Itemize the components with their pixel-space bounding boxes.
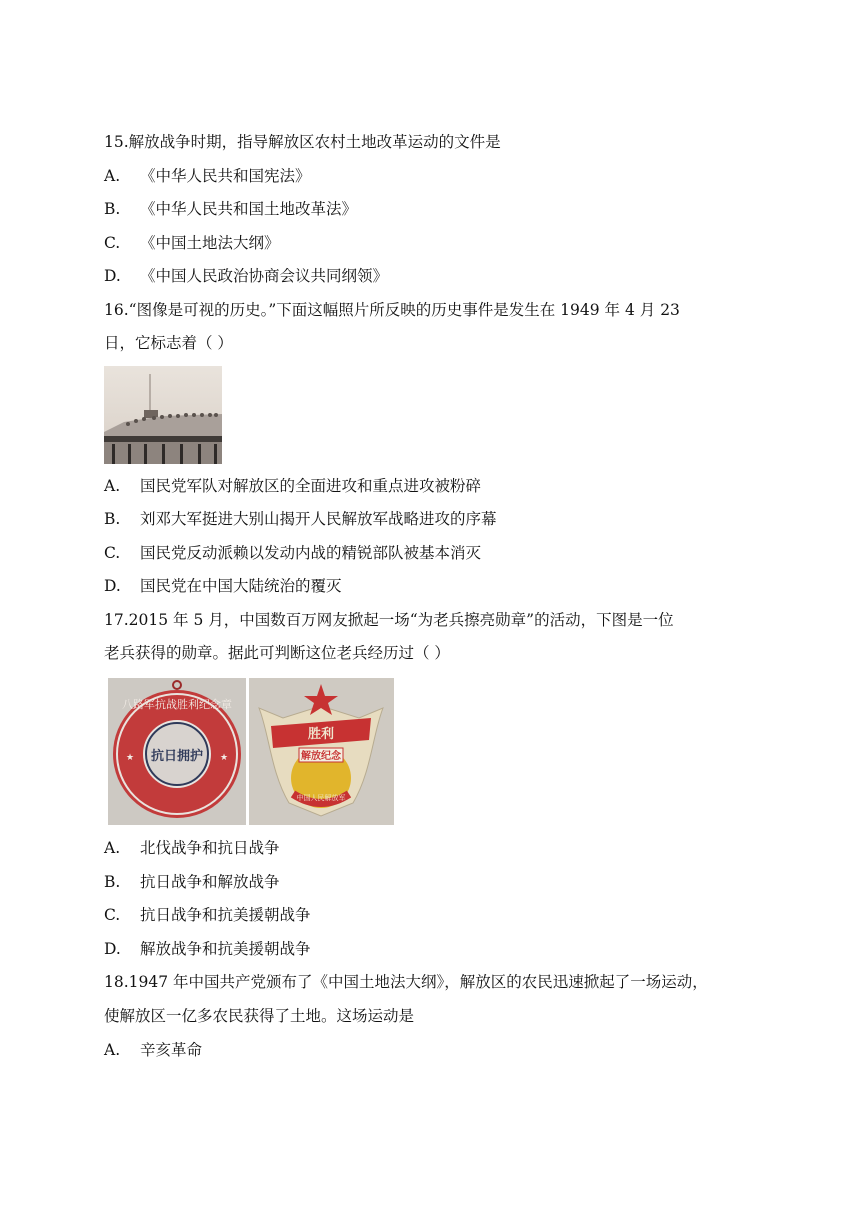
- option-letter: C.: [104, 234, 121, 252]
- option-text: 《中国人民政治协商会议共同纲领》: [140, 267, 389, 285]
- medal2-center-text: 解放纪念: [301, 751, 341, 762]
- q17-stem-line2: 老兵获得的勋章。据此可判断这位老兵经历过（ ）: [104, 644, 450, 662]
- q16-stem-line2: 日，它标志着（ ）: [104, 334, 233, 352]
- option-text: 北伐战争和抗日战争: [140, 839, 280, 857]
- star-icon: ★: [126, 753, 135, 763]
- option-text: 抗日战争和解放战争: [140, 873, 280, 891]
- q18-stem-line1: 18.1947 年中国共产党颁布了《中国土地法大纲》，解放区的农民迅速掀起了一场运动，: [104, 973, 708, 991]
- option-letter: B.: [104, 200, 121, 218]
- star-icon: ★: [220, 753, 229, 763]
- option-text: 国民党在中国大陆统治的覆灭: [140, 577, 342, 595]
- option-letter: C.: [104, 906, 121, 924]
- option-text: 抗日战争和抗美援朝战争: [140, 906, 311, 924]
- q17-option-c[interactable]: [104, 905, 764, 925]
- option-text: 《中华人民共和国土地改革法》: [140, 200, 358, 218]
- q15-option-c[interactable]: [104, 233, 764, 253]
- option-text: 《中华人民共和国宪法》: [140, 167, 311, 185]
- medal1-ring-text: 八路军抗战胜利纪念章: [122, 698, 232, 711]
- option-letter: D.: [104, 267, 121, 285]
- medal2-bottom-text: 中国人民解放军: [296, 794, 346, 802]
- q15-stem: 15.解放战争时期，指导解放区农村土地改革运动的文件是: [104, 133, 501, 151]
- option-text: 《中国土地法大纲》: [140, 234, 280, 252]
- option-letter: A.: [104, 477, 121, 495]
- option-letter: B.: [104, 873, 121, 891]
- medal-photo-liberation: [249, 678, 394, 825]
- medal2-banner-text: 胜利: [307, 727, 335, 742]
- option-text: 刘邓大军挺进大别山揭开人民解放军战略进攻的序幕: [140, 510, 497, 528]
- option-letter: C.: [104, 544, 121, 562]
- q16-stem-line1: 16.“图像是可视的历史。”下面这幅照片所反映的历史事件是发生在 1949 年 4 月 23: [104, 301, 680, 319]
- medal1-center-text: 抗日拥护: [150, 749, 204, 764]
- q15-option-b[interactable]: [104, 199, 764, 219]
- option-letter: D.: [104, 940, 121, 958]
- q15-option-a[interactable]: [104, 166, 764, 186]
- q17-stem-line1: 17.2015 年 5 月，中国数百万网友掀起一场“为老兵擦亮勋章”的活动，下图是一位: [104, 611, 674, 629]
- q16-option-b[interactable]: [104, 509, 764, 529]
- q16-option-a[interactable]: [104, 476, 764, 496]
- option-text: 辛亥革命: [140, 1041, 203, 1059]
- option-letter: A.: [104, 1041, 121, 1059]
- q15-option-d[interactable]: [104, 266, 764, 286]
- q16-option-c[interactable]: [104, 543, 764, 563]
- option-letter: D.: [104, 577, 121, 595]
- presidential-palace-photo: [104, 366, 222, 464]
- medal-photo-anti-japanese: [108, 678, 246, 825]
- q17-option-d[interactable]: [104, 939, 764, 959]
- option-text: 国民党军队对解放区的全面进攻和重点进攻被粉碎: [140, 477, 482, 495]
- option-letter: B.: [104, 510, 121, 528]
- option-text: 解放战争和抗美援朝战争: [140, 940, 311, 958]
- q17-option-b[interactable]: [104, 872, 764, 892]
- option-letter: A.: [104, 839, 121, 857]
- option-text: 国民党反动派赖以发动内战的精锐部队被基本消灭: [140, 544, 482, 562]
- q16-option-d[interactable]: [104, 576, 764, 596]
- option-letter: A.: [104, 167, 121, 185]
- q17-option-a[interactable]: [104, 838, 764, 858]
- q18-stem-line2: 使解放区一亿多农民获得了土地。这场运动是: [104, 1007, 415, 1025]
- q18-option-a[interactable]: [104, 1040, 764, 1060]
